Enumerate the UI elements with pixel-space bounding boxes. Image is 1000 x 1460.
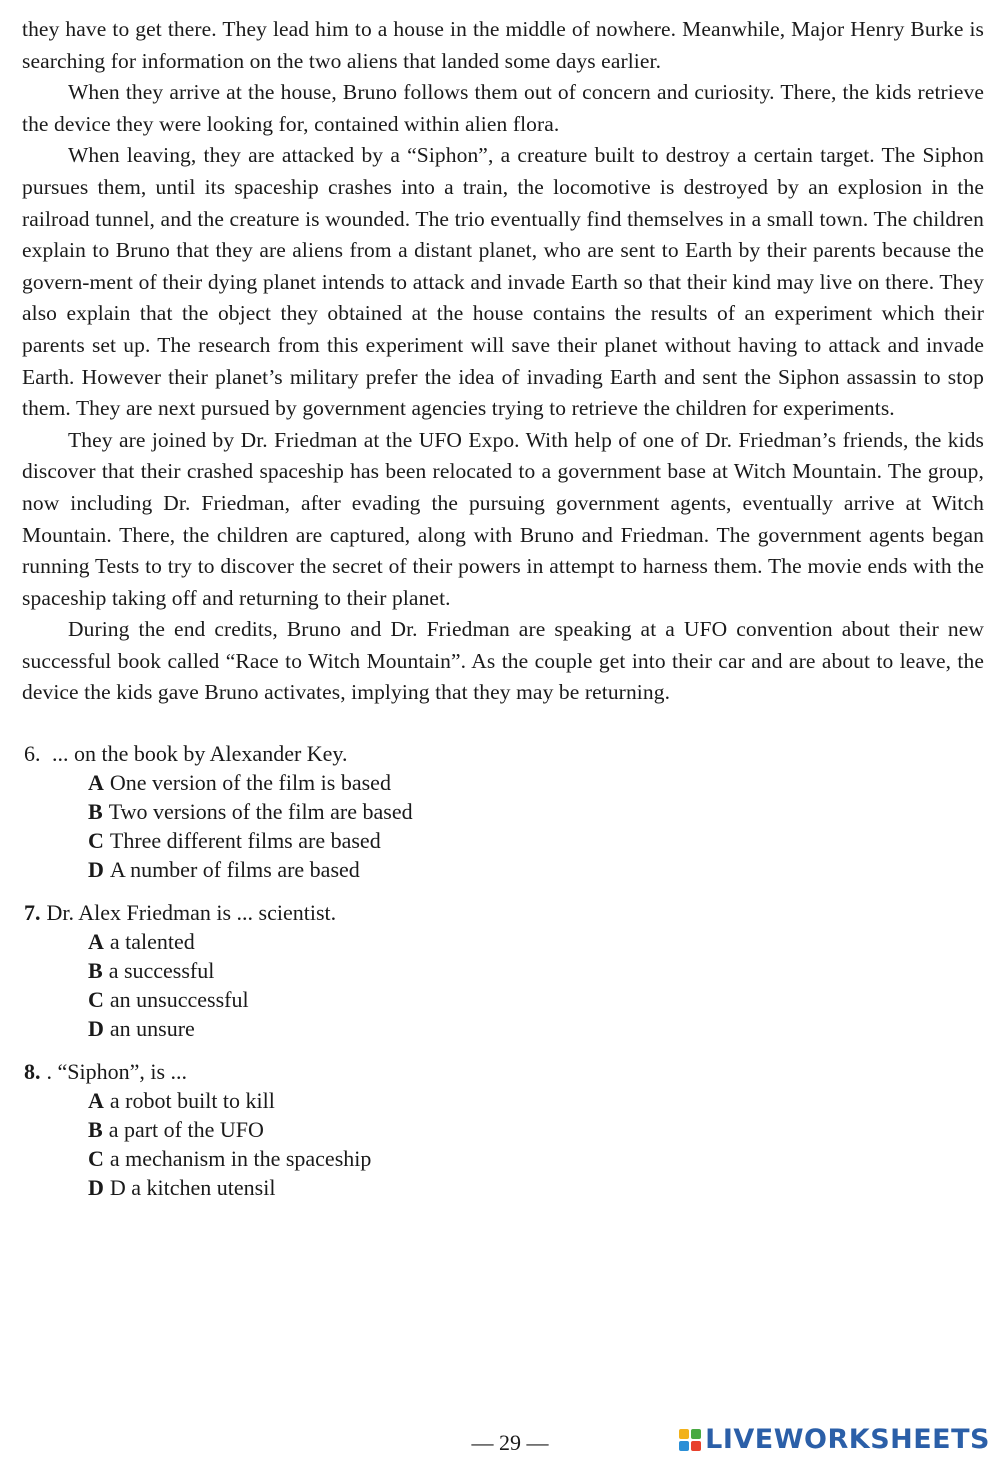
option-text: a mechanism in the spaceship bbox=[109, 1146, 372, 1172]
question-stem bbox=[24, 1057, 984, 1086]
page-number: — 29 — bbox=[471, 1430, 549, 1455]
option-letter: D bbox=[88, 857, 104, 883]
answer-option-a[interactable] bbox=[88, 1086, 984, 1115]
question-stem bbox=[24, 898, 984, 927]
option-text: a talented bbox=[109, 929, 195, 955]
passage-paragraph-1: they have to get there. They lead him to a house in the middle of nowhere. Meanwhile, Major Henry Burke is searching for information on the two aliens that landed some days earlier. bbox=[22, 17, 984, 73]
liveworksheets-brand[interactable] bbox=[679, 1424, 990, 1455]
logo-square-icon bbox=[691, 1429, 701, 1439]
option-letter: C bbox=[88, 1146, 104, 1172]
passage-paragraph-3: When leaving, they are attacked by a “Siphon”, a creature built to destroy a certain target. The Siphon pursues them, until its spaceship crashes into a train, the locomotive is destroyed by an explosion in the railroad tunnel, and the creature is wounded. The trio eventually find themselves in a small town. The children explain to Bruno that they are aliens from a distant planet, who are sent to Earth by their parents because the govern-ment of their dying planet intends to attack and invade Earth so that their kind may live on there. They also explain that the object they obtained at the house contains the results of an experiment which their parents set up. The research from this experiment will save their planet without having to attack and invade Earth. However their planet’s military prefer the idea of invading Earth and sent the Siphon assassin to stop them. They are next pursued by government agencies trying to retrieve the children for experiments. bbox=[22, 143, 984, 421]
option-letter: B bbox=[88, 799, 103, 825]
option-text: Two versions of the film are based bbox=[108, 799, 413, 825]
brand-name: LIVEWORKSHEETS bbox=[705, 1424, 990, 1455]
answer-option-b[interactable] bbox=[88, 956, 984, 985]
option-text: A number of films are based bbox=[109, 857, 360, 883]
answer-option-d[interactable] bbox=[88, 1173, 984, 1202]
option-text: an unsuccessful bbox=[109, 987, 249, 1013]
option-letter: A bbox=[88, 929, 104, 955]
answer-option-b[interactable] bbox=[88, 797, 984, 826]
question-text: . “Siphon”, is ... bbox=[46, 1059, 188, 1085]
passage-paragraph-4: They are joined by Dr. Friedman at the UFO Expo. With help of one of Dr. Friedman’s friends, the kids discover that their crashed spaceship has been relocated to a government base at Witch Mountain. The group, now including Dr. Friedman, after evading the pursuing government agents, eventually arrive at Witch Mountain. There, the children are captured, along with Bruno and Friedman. The government agents began running Tests to try to discover the secret of their powers in attempt to harness them. The movie ends with the spaceship taking off and returning to their planet. bbox=[22, 427, 984, 610]
question-text: ... on the book by Alexander Key. bbox=[46, 741, 348, 767]
option-text: D a kitchen utensil bbox=[109, 1175, 276, 1201]
liveworksheets-logo-icon bbox=[679, 1429, 701, 1451]
answer-options bbox=[24, 927, 984, 1043]
question-text: Dr. Alex Friedman is ... scientist. bbox=[46, 900, 337, 926]
answer-option-d[interactable] bbox=[88, 855, 984, 884]
option-text: a part of the UFO bbox=[108, 1117, 264, 1143]
document-page bbox=[22, 14, 984, 1216]
question-number: 7. bbox=[24, 900, 41, 926]
option-text: Three different films are based bbox=[109, 828, 381, 854]
logo-square-icon bbox=[679, 1441, 689, 1451]
option-letter: D bbox=[88, 1016, 104, 1042]
question-number: 6. bbox=[24, 741, 41, 767]
option-letter: A bbox=[88, 1088, 104, 1114]
option-text: a robot built to kill bbox=[109, 1088, 275, 1114]
passage-paragraph-2: When they arrive at the house, Bruno follows them out of concern and curiosity. There, the kids retrieve the device they were looking for, contained within alien flora. bbox=[22, 80, 984, 136]
option-letter: B bbox=[88, 1117, 103, 1143]
option-text: One version of the film is based bbox=[109, 770, 391, 796]
answer-option-c[interactable] bbox=[88, 1144, 984, 1173]
question-6 bbox=[24, 739, 984, 884]
answer-option-c[interactable] bbox=[88, 985, 984, 1014]
answer-option-b[interactable] bbox=[88, 1115, 984, 1144]
question-number: 8. bbox=[24, 1059, 41, 1085]
option-text: an unsure bbox=[109, 1016, 195, 1042]
logo-square-icon bbox=[691, 1441, 701, 1451]
answer-option-d[interactable] bbox=[88, 1014, 984, 1043]
option-text: a successful bbox=[108, 958, 215, 984]
question-stem bbox=[24, 739, 984, 768]
answer-option-a[interactable] bbox=[88, 927, 984, 956]
question-8 bbox=[24, 1057, 984, 1202]
reading-passage bbox=[22, 14, 984, 709]
option-letter: C bbox=[88, 828, 104, 854]
answer-option-c[interactable] bbox=[88, 826, 984, 855]
question-list bbox=[22, 739, 984, 1202]
answer-options bbox=[24, 768, 984, 884]
option-letter: A bbox=[88, 770, 104, 796]
answer-option-a[interactable] bbox=[88, 768, 984, 797]
logo-square-icon bbox=[679, 1429, 689, 1439]
option-letter: C bbox=[88, 987, 104, 1013]
option-letter: D bbox=[88, 1175, 104, 1201]
question-7 bbox=[24, 898, 984, 1043]
answer-options bbox=[24, 1086, 984, 1202]
passage-paragraph-5: During the end credits, Bruno and Dr. Friedman are speaking at a UFO convention about their new successful book called “Race to Witch Mountain”. As the couple get into their car and are about to leave, the device the kids gave Bruno activates, implying that they may be returning. bbox=[22, 617, 984, 705]
option-letter: B bbox=[88, 958, 103, 984]
